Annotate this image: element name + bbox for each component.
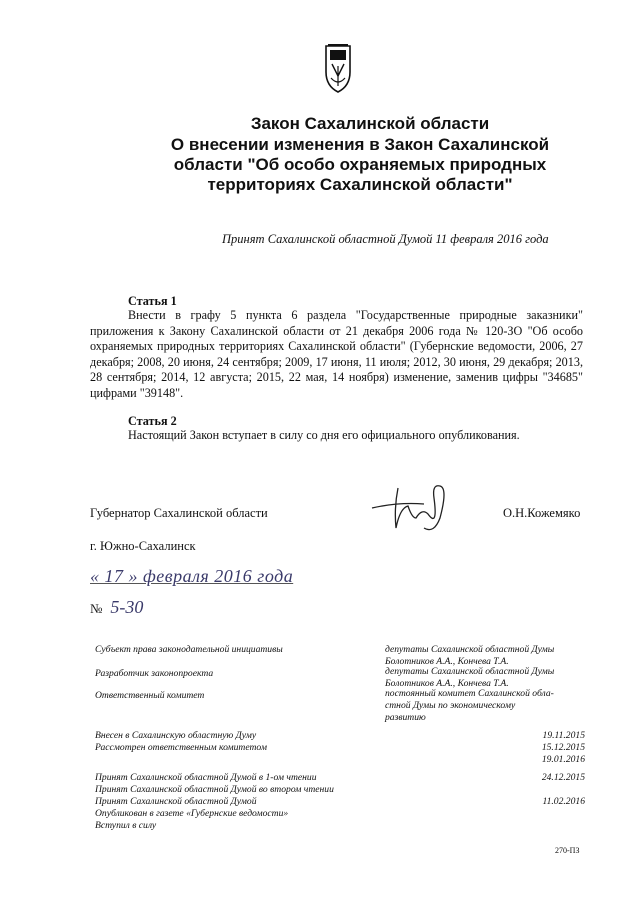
footer-value-3-line-2 [385, 700, 583, 712]
date-row-label: Внесен в Сахалинскую областную Думу [95, 730, 257, 741]
date-row [95, 820, 585, 832]
footer-value-1-line-1: депутаты Сахалинской областной Думы [385, 644, 555, 655]
footer-value-3-line-2-text: стной Думы по экономическому [385, 700, 516, 711]
date-row [95, 730, 585, 742]
date-row [95, 796, 585, 808]
date-row-value: 15.12.2015 [541, 742, 585, 753]
handwritten-number: 5-30 [110, 597, 144, 617]
adoption-line: Принят Сахалинской областной Думой 11 февраля 2016 года [222, 232, 549, 246]
law-title: Закон Сахалинской области [250, 114, 490, 133]
date-row-value: 11.02.2016 [542, 796, 585, 807]
footer-value-1-line-2: Болотников А.А., Кончева Т.А. [385, 656, 509, 667]
article-1-text: Внести в графу 5 пункта 6 раздела "Государственные природные заказники" приложения к Закону Сахалинской области от 21 декабря 2006 года № 120-ЗО "Об особо охраняемых природных территориях Сахалинской области" (Губернские ведомости, 2006, 27 декабря; 2008, 20 июня, 24 сентября; 2009, 17 июня, 11 июля; 2012, 30 июня, 29 декабря; 2013, 28 сентября; 2014, 12 августа; 2015, 22 мая, 14 ноября) изменение, заменив цифры "34685" цифрами "39148". [90, 308, 583, 400]
subtitle-line-2: области "Об особо охраняемых природных [173, 155, 547, 174]
date-row-value: 19.01.2016 [541, 754, 585, 765]
date-row-value: 24.12.2015 [541, 772, 585, 783]
date-row [95, 808, 585, 820]
number-sign: № [90, 601, 103, 616]
date-row-label: Принят Сахалинской областной Думой [95, 796, 257, 807]
footer-label-2: Разработчик законопроекта [95, 668, 214, 679]
footer-value-3-line-1: постоянный комитет Сахалинской обла- [385, 688, 554, 699]
date-row [95, 742, 585, 754]
handwritten-date: « 17 » февраля 2016 года [90, 566, 294, 586]
governor-title: Губернатор Сахалинской области [90, 506, 268, 520]
date-row-label: Принят Сахалинской областной Думой во втором чтении [95, 784, 334, 795]
document-code: 270-ПЗ [555, 846, 580, 855]
footer-value-2-line-2: Болотников А.А., Кончева Т.А. [385, 678, 509, 689]
handwritten-signature [368, 478, 478, 536]
footer-value-2-line-1: депутаты Сахалинской областной Думы [385, 666, 555, 677]
date-row-label: Вступил в силу [95, 820, 157, 831]
coat-of-arms-emblem [320, 42, 356, 94]
article-2-text: Настоящий Закон вступает в силу со дня его официального опубликования. [128, 428, 520, 442]
footer-value-3-line-3: развитию [385, 712, 426, 723]
footer-value-3 [385, 688, 583, 724]
date-row-label: Рассмотрен ответственным комитетом [95, 742, 267, 753]
article-2-heading: Статья 2 [128, 414, 177, 428]
date-row-value: 19.11.2015 [542, 730, 585, 741]
footer-value-2 [385, 666, 585, 690]
footer-label-1: Субъект права законодательной инициативы [95, 644, 283, 655]
date-row [95, 784, 585, 796]
footer-dates [95, 730, 585, 832]
law-number [90, 597, 143, 618]
date-row-label: Опубликован в газете «Губернские ведомости» [95, 808, 289, 819]
date-row [95, 772, 585, 784]
city: г. Южно-Сахалинск [90, 539, 196, 553]
subtitle-line-1: О внесении изменения в Закон Сахалинской [170, 135, 550, 154]
footer-value-1 [385, 644, 585, 668]
footer-label-3: Ответственный комитет [95, 690, 205, 701]
date-row-label: Принят Сахалинской областной Думой в 1-ом чтении [95, 772, 317, 783]
subtitle-line-3: территориях Сахалинской области" [207, 175, 513, 194]
governor-name: О.Н.Кожемяко [503, 506, 581, 520]
law-subtitle [60, 135, 640, 195]
article-1-heading: Статья 1 [128, 294, 177, 308]
date-row [95, 754, 585, 766]
